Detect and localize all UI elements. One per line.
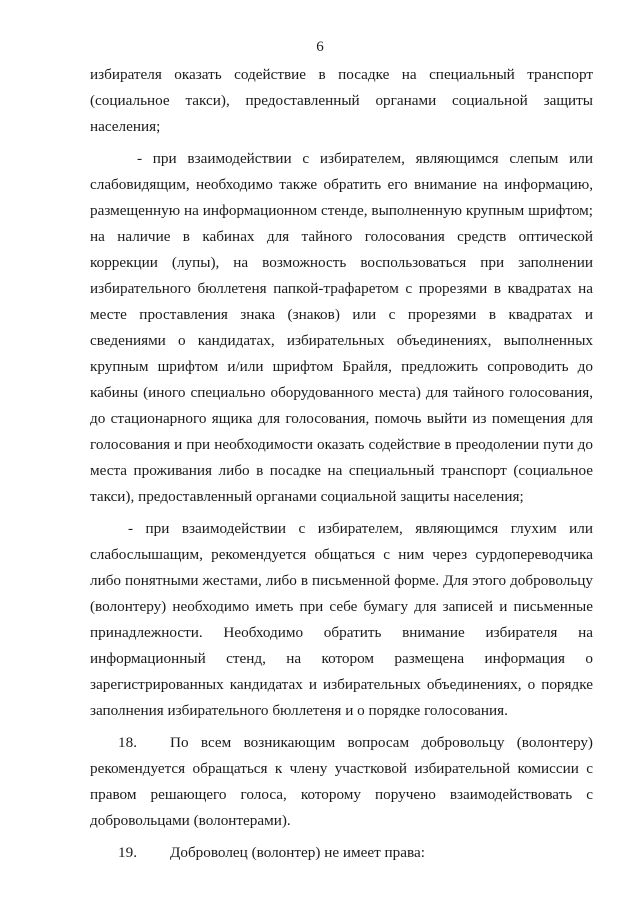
document-body [90,62,593,866]
paragraph-item-19 [90,840,593,866]
item-19-text: Доброволец (волонтер) не имеет права: [170,844,425,861]
paragraph-blind-voters: - при взаимодействии с избирателем, являющимся слепым или слабовидящим, необходимо также обратить его внимание на информацию, размещенную на информационном стенде, выполненную крупным шрифтом; на наличие в кабинах для тайного голосования средств оптической коррекции (лупы), на возможность воспользоваться при заполнении избирательного бюллетеня папкой-трафаретом с прорезями в квадратах на месте проставления знака (знаков) или с прорезями в квадратах и сведениями о кандидатах, избирательных объединениях, выполненных крупным шрифтом и/или шрифтом Брайля, предложить сопроводить до кабины (иного специально оборудованного места) для тайного голосования, до стационарного ящика для голосования, помочь выйти из помещения для голосования и при необходимости оказать содействие в преодолении пути до места проживания либо в посадке на специальный транспорт (социальное такси), предоставленный органами социальной защиты населения; [90,150,593,505]
paragraph-deaf-voters: - при взаимодействии с избирателем, являющимся глухим или слабослышащим, рекомендуется общаться с ним через сурдопереводчика либо понятными жестами, либо в письменной форме. Для этого добровольцу (волонтеру) необходимо иметь при себе бумагу для записей и письменные принадлежности. Необходимо обратить внимание избирателя на информационный стенд, на котором размещена информация о зарегистрированных кандидатах и избирательных объединениях, о порядке заполнения избирательного бюллетеня и о порядке голосования. [90,520,593,719]
paragraph-continuation: избирателя оказать содействие в посадке на специальный транспорт (социальное такси), предоставленный органами социальной защиты населения; [90,66,593,135]
item-18-text: По всем возникающим вопросам добровольцу (волонтеру) рекомендуется обращаться к члену участковой избирательной комиссии с правом решающего голоса, которому поручено взаимодействовать с добровольцами (волонтерами). [90,734,593,829]
item-number-18: 18. [118,734,137,751]
page-number: 6 [316,39,324,55]
item-number-19: 19. [118,844,137,861]
paragraph-item-18 [90,730,593,834]
